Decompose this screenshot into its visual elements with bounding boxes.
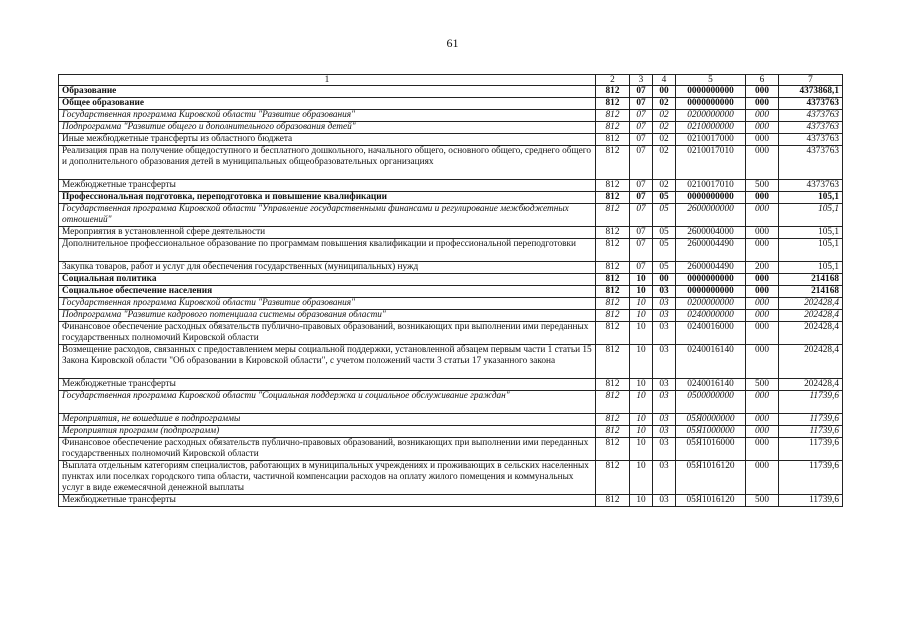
- cell-code-section: 07: [630, 86, 653, 98]
- cell-code-target: 05Я1016120: [676, 495, 746, 507]
- cell-code-ministry: 812: [596, 110, 630, 122]
- row-label: Иные межбюджетные трансферты из областного бюджета: [59, 134, 596, 146]
- row-label: Закупка товаров, работ и услуг для обеспечения государственных (муниципальных) нужд: [59, 262, 596, 274]
- cell-code-target: 0210000000: [676, 122, 746, 134]
- cell-code-expense-type: 000: [746, 146, 779, 180]
- cell-code-expense-type: 500: [746, 495, 779, 507]
- cell-amount: 11739,6: [779, 391, 843, 414]
- cell-code-ministry: 812: [596, 438, 630, 461]
- cell-code-ministry: 812: [596, 239, 630, 262]
- cell-amount: 11739,6: [779, 461, 843, 495]
- table-row: [59, 98, 843, 110]
- table-row: [59, 204, 843, 227]
- cell-code-target: 0210017000: [676, 134, 746, 146]
- cell-code-expense-type: 000: [746, 438, 779, 461]
- cell-code-section: 10: [630, 495, 653, 507]
- row-label: Межбюджетные трансферты: [59, 495, 596, 507]
- column-header: 5: [676, 75, 746, 86]
- cell-amount: 202428,4: [779, 345, 843, 379]
- cell-code-ministry: 812: [596, 122, 630, 134]
- cell-code-target: 0240016000: [676, 322, 746, 345]
- cell-code-subsection: 05: [653, 227, 676, 239]
- cell-code-expense-type: 000: [746, 274, 779, 286]
- table-row: [59, 146, 843, 180]
- cell-code-subsection: 02: [653, 134, 676, 146]
- cell-code-expense-type: 000: [746, 426, 779, 438]
- cell-code-target: 0000000000: [676, 286, 746, 298]
- cell-code-subsection: 03: [653, 310, 676, 322]
- cell-code-target: 05Я0000000: [676, 414, 746, 426]
- cell-code-ministry: 812: [596, 227, 630, 239]
- cell-code-subsection: 05: [653, 192, 676, 204]
- cell-code-expense-type: 000: [746, 122, 779, 134]
- cell-code-section: 07: [630, 204, 653, 227]
- table-row: [59, 262, 843, 274]
- cell-code-subsection: 03: [653, 379, 676, 391]
- cell-amount: 4373868,1: [779, 86, 843, 98]
- cell-code-expense-type: 000: [746, 391, 779, 414]
- table-row: [59, 227, 843, 239]
- table-row: [59, 414, 843, 426]
- row-label: Государственная программа Кировской области "Социальная поддержка и социальное обслуживание граждан": [59, 391, 596, 414]
- cell-code-ministry: 812: [596, 192, 630, 204]
- page-number: 61: [446, 36, 459, 50]
- cell-code-expense-type: 000: [746, 192, 779, 204]
- cell-code-expense-type: 000: [746, 345, 779, 379]
- table-row: [59, 310, 843, 322]
- cell-amount: 105,1: [779, 239, 843, 262]
- cell-code-section: 07: [630, 180, 653, 192]
- cell-code-subsection: 05: [653, 262, 676, 274]
- row-label: Государственная программа Кировской области "Управление государственными финансами и регулирование межбюджетных отношений": [59, 204, 596, 227]
- row-label: Образование: [59, 86, 596, 98]
- column-header: 1: [59, 75, 596, 86]
- cell-code-section: 07: [630, 227, 653, 239]
- table-row: [59, 322, 843, 345]
- cell-amount: 214168: [779, 286, 843, 298]
- cell-code-target: 2600004490: [676, 239, 746, 262]
- cell-amount: 105,1: [779, 204, 843, 227]
- column-header: 3: [630, 75, 653, 86]
- cell-code-target: 0240016140: [676, 345, 746, 379]
- cell-code-subsection: 02: [653, 110, 676, 122]
- cell-code-target: 0500000000: [676, 391, 746, 414]
- cell-amount: 105,1: [779, 262, 843, 274]
- cell-code-target: 2600004490: [676, 262, 746, 274]
- cell-amount: 4373763: [779, 98, 843, 110]
- cell-amount: 11739,6: [779, 426, 843, 438]
- cell-code-subsection: 05: [653, 239, 676, 262]
- cell-code-target: 05Я1000000: [676, 426, 746, 438]
- cell-code-section: 10: [630, 391, 653, 414]
- cell-code-subsection: 03: [653, 438, 676, 461]
- cell-code-section: 07: [630, 122, 653, 134]
- cell-amount: 4373763: [779, 122, 843, 134]
- cell-code-expense-type: 000: [746, 239, 779, 262]
- row-label: Профессиональная подготовка, переподготовка и повышение квалификации: [59, 192, 596, 204]
- row-label: Общее образование: [59, 98, 596, 110]
- cell-code-subsection: 02: [653, 98, 676, 110]
- cell-code-expense-type: 000: [746, 414, 779, 426]
- cell-amount: 202428,4: [779, 322, 843, 345]
- cell-code-section: 10: [630, 379, 653, 391]
- cell-amount: 4373763: [779, 180, 843, 192]
- table-row: [59, 110, 843, 122]
- cell-code-ministry: 812: [596, 322, 630, 345]
- row-label: Государственная программа Кировской области "Развитие образования": [59, 110, 596, 122]
- table-row: [59, 180, 843, 192]
- cell-code-target: 2600004000: [676, 227, 746, 239]
- cell-code-ministry: 812: [596, 146, 630, 180]
- cell-code-expense-type: 000: [746, 286, 779, 298]
- cell-code-expense-type: 200: [746, 262, 779, 274]
- cell-code-subsection: 03: [653, 298, 676, 310]
- cell-code-target: 0200000000: [676, 110, 746, 122]
- row-label: Межбюджетные трансферты: [59, 379, 596, 391]
- cell-code-expense-type: 000: [746, 461, 779, 495]
- cell-code-expense-type: 000: [746, 322, 779, 345]
- cell-code-section: 10: [630, 414, 653, 426]
- cell-code-expense-type: 000: [746, 98, 779, 110]
- cell-code-section: 10: [630, 286, 653, 298]
- cell-code-ministry: 812: [596, 345, 630, 379]
- cell-code-subsection: 03: [653, 345, 676, 379]
- cell-code-ministry: 812: [596, 426, 630, 438]
- cell-code-expense-type: 500: [746, 180, 779, 192]
- row-label: Межбюджетные трансферты: [59, 180, 596, 192]
- table-row: [59, 391, 843, 414]
- cell-code-expense-type: 000: [746, 204, 779, 227]
- cell-amount: 105,1: [779, 227, 843, 239]
- column-header: 2: [596, 75, 630, 86]
- table-row: [59, 286, 843, 298]
- cell-code-ministry: 812: [596, 298, 630, 310]
- cell-code-section: 10: [630, 426, 653, 438]
- cell-amount: 11739,6: [779, 495, 843, 507]
- cell-code-section: 10: [630, 322, 653, 345]
- cell-code-target: 0000000000: [676, 86, 746, 98]
- cell-amount: 214168: [779, 274, 843, 286]
- table-row: [59, 122, 843, 134]
- cell-code-target: 0000000000: [676, 98, 746, 110]
- table-row: [59, 426, 843, 438]
- table-row: [59, 461, 843, 495]
- row-label: Возмещение расходов, связанных с предоставлением меры социальной поддержки, установленной абзацем первым части 1 статьи 15 Закона Кировской области "Об образовании в Кировской области", с учетом положений части 3 статьи 17 указанного закона: [59, 345, 596, 379]
- row-label: Дополнительное профессиональное образование по программам повышения квалификации и профессиональной переподготовки: [59, 239, 596, 262]
- cell-code-ministry: 812: [596, 180, 630, 192]
- cell-amount: 11739,6: [779, 414, 843, 426]
- cell-code-subsection: 03: [653, 391, 676, 414]
- cell-code-target: 0240016140: [676, 379, 746, 391]
- cell-code-ministry: 812: [596, 134, 630, 146]
- cell-code-target: 0200000000: [676, 298, 746, 310]
- cell-code-target: 2600000000: [676, 204, 746, 227]
- row-label: Финансовое обеспечение расходных обязательств публично-правовых образований, возникающих при выполнении ими переданных государственных полномочий Кировской области: [59, 438, 596, 461]
- row-label: Мероприятия в установленной сфере деятельности: [59, 227, 596, 239]
- cell-code-subsection: 02: [653, 122, 676, 134]
- row-label: Социальное обеспечение населения: [59, 286, 596, 298]
- cell-code-subsection: 05: [653, 204, 676, 227]
- cell-code-expense-type: 500: [746, 379, 779, 391]
- cell-code-ministry: 812: [596, 379, 630, 391]
- cell-amount: 11739,6: [779, 438, 843, 461]
- cell-code-ministry: 812: [596, 86, 630, 98]
- row-label: Государственная программа Кировской области "Развитие образования": [59, 298, 596, 310]
- cell-code-section: 10: [630, 345, 653, 379]
- table-row: [59, 274, 843, 286]
- table-row: [59, 134, 843, 146]
- cell-code-target: 0210017010: [676, 146, 746, 180]
- cell-amount: 105,1: [779, 192, 843, 204]
- cell-code-ministry: 812: [596, 310, 630, 322]
- cell-code-section: 07: [630, 134, 653, 146]
- cell-code-section: 07: [630, 239, 653, 262]
- cell-amount: 4373763: [779, 110, 843, 122]
- cell-code-section: 10: [630, 274, 653, 286]
- cell-code-subsection: 03: [653, 286, 676, 298]
- cell-code-expense-type: 000: [746, 310, 779, 322]
- cell-code-ministry: 812: [596, 391, 630, 414]
- cell-amount: 202428,4: [779, 379, 843, 391]
- cell-code-target: 0000000000: [676, 192, 746, 204]
- cell-code-target: 05Я1016120: [676, 461, 746, 495]
- cell-code-ministry: 812: [596, 461, 630, 495]
- row-label: Выплата отдельным категориям специалистов, работающих в муниципальных учреждениях и проживающих в сельских населенных пунктах или поселках городского типа области, частичной компенсации расходов на оплату жилого помещения и коммунальных услуг в виде ежемесячной денежной выплаты: [59, 461, 596, 495]
- cell-code-section: 07: [630, 110, 653, 122]
- cell-code-subsection: 02: [653, 146, 676, 180]
- table-row: [59, 86, 843, 98]
- cell-code-ministry: 812: [596, 274, 630, 286]
- row-label: Мероприятия программ (подпрограмм): [59, 426, 596, 438]
- cell-code-subsection: 03: [653, 461, 676, 495]
- table-row: [59, 239, 843, 262]
- cell-code-section: 10: [630, 461, 653, 495]
- cell-code-subsection: 03: [653, 495, 676, 507]
- cell-amount: 4373763: [779, 146, 843, 180]
- cell-code-section: 10: [630, 310, 653, 322]
- row-label: Социальная политика: [59, 274, 596, 286]
- cell-code-expense-type: 000: [746, 134, 779, 146]
- cell-amount: 202428,4: [779, 298, 843, 310]
- column-header: 6: [746, 75, 779, 86]
- cell-code-target: 0210017010: [676, 180, 746, 192]
- row-label: Подпрограмма "Развитие кадрового потенциала системы образования области": [59, 310, 596, 322]
- cell-code-subsection: 00: [653, 274, 676, 286]
- table-row: [59, 438, 843, 461]
- cell-code-target: 0240000000: [676, 310, 746, 322]
- cell-code-expense-type: 000: [746, 110, 779, 122]
- cell-code-section: 10: [630, 438, 653, 461]
- cell-code-section: 07: [630, 192, 653, 204]
- column-header: 7: [779, 75, 843, 86]
- cell-code-ministry: 812: [596, 204, 630, 227]
- row-label: Подпрограмма "Развитие общего и дополнительного образования детей": [59, 122, 596, 134]
- row-label: Финансовое обеспечение расходных обязательств публично-правовых образований, возникающих при выполнении ими переданных государственных полномочий Кировской области: [59, 322, 596, 345]
- cell-code-ministry: 812: [596, 414, 630, 426]
- table-row: [59, 495, 843, 507]
- cell-code-ministry: 812: [596, 495, 630, 507]
- cell-code-section: 07: [630, 98, 653, 110]
- cell-amount: 4373763: [779, 134, 843, 146]
- table-row: [59, 192, 843, 204]
- table-header-row: [59, 75, 843, 86]
- cell-code-section: 07: [630, 262, 653, 274]
- cell-code-ministry: 812: [596, 98, 630, 110]
- table-row: [59, 379, 843, 391]
- budget-table: [58, 74, 843, 507]
- cell-code-ministry: 812: [596, 286, 630, 298]
- table-row: [59, 298, 843, 310]
- row-label: Мероприятия, не вошедшие в подпрограммы: [59, 414, 596, 426]
- cell-code-expense-type: 000: [746, 298, 779, 310]
- table-row: [59, 345, 843, 379]
- row-label: Реализация прав на получение общедоступного и бесплатного дошкольного, начального общего, основного общего, среднего общего и дополнительного образования детей в муниципальных общеобразовательных организациях: [59, 146, 596, 180]
- cell-code-section: 07: [630, 146, 653, 180]
- cell-code-section: 10: [630, 298, 653, 310]
- cell-code-subsection: 03: [653, 414, 676, 426]
- cell-code-subsection: 02: [653, 180, 676, 192]
- cell-amount: 202428,4: [779, 310, 843, 322]
- table-body: [59, 86, 843, 507]
- column-header: 4: [653, 75, 676, 86]
- cell-code-expense-type: 000: [746, 86, 779, 98]
- cell-code-subsection: 03: [653, 426, 676, 438]
- cell-code-expense-type: 000: [746, 227, 779, 239]
- cell-code-ministry: 812: [596, 262, 630, 274]
- cell-code-subsection: 00: [653, 86, 676, 98]
- cell-code-subsection: 03: [653, 322, 676, 345]
- cell-code-target: 05Я1016000: [676, 438, 746, 461]
- cell-code-target: 0000000000: [676, 274, 746, 286]
